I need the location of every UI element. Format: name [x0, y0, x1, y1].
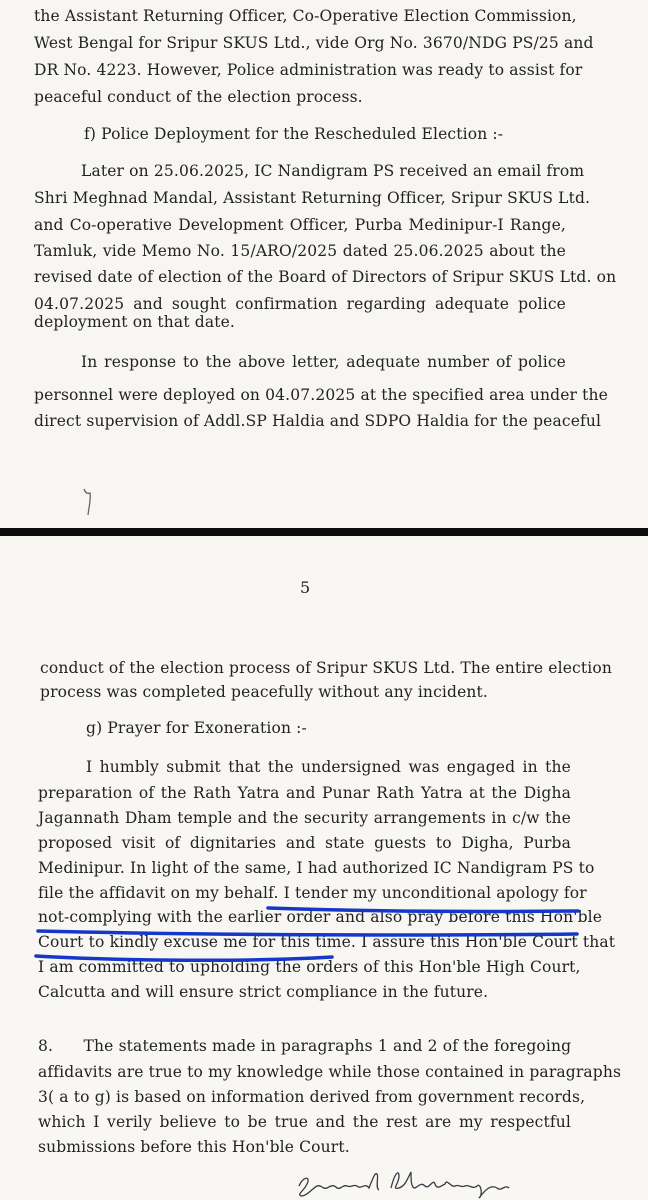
text-line: process was completed peacefully without any incident. [40, 683, 488, 701]
text-line: submissions before this Hon'ble Court. [38, 1138, 350, 1156]
text-line: deployment on that date. [34, 313, 236, 331]
text-line: Jagannath Dham temple and the security arrangements in c/w the [38, 809, 571, 827]
text-line: the Assistant Returning Officer, Co-Operative Election Commission, [34, 7, 577, 25]
text-line: 04.07.2025 and sought confirmation regarding adequate police [34, 295, 566, 313]
text-line: 8. The statements made in paragraphs 1 and 2 of the foregoing [38, 1037, 572, 1055]
document-page-top [0, 0, 648, 528]
page-number: 5 [300, 578, 311, 597]
text-line: affidavits are true to my knowledge while those contained in paragraphs [38, 1063, 622, 1081]
text-line: preparation of the Rath Yatra and Punar Rath Yatra at the Digha [38, 784, 571, 802]
text-line: personnel were deployed on 04.07.2025 at the specified area under the [34, 386, 608, 404]
text-line: Shri Meghnad Mandal, Assistant Returning Officer, Sripur SKUS Ltd. [34, 189, 591, 207]
text-line: and Co-operative Development Officer, Purba Medinipur-I Range, [34, 216, 566, 234]
section-heading-g: g) Prayer for Exoneration :- [86, 719, 307, 737]
text-line: In response to the above letter, adequate number of police [81, 353, 566, 371]
text-line: Tamluk, vide Memo No. 15/ARO/2025 dated 25.06.2025 about the [34, 242, 566, 260]
text-line: proposed visit of dignitaries and state guests to Digha, Purba [38, 834, 571, 852]
text-line: I am committed to upholding the orders of this Hon'ble High Court, [38, 958, 581, 976]
text-line: Calcutta and will ensure strict compliance in the future. [38, 983, 489, 1001]
section-heading-f: f) Police Deployment for the Rescheduled Election :- [84, 125, 504, 143]
text-line: Medinipur. In light of the same, I had authorized IC Nandigram PS to [38, 859, 595, 877]
signature [295, 1166, 520, 1200]
text-line: Court to kindly excuse me for this time. I assure this Hon'ble Court that [38, 933, 616, 951]
text-line: direct supervision of Addl.SP Haldia and SDPO Haldia for the peaceful [34, 412, 602, 430]
text-line: 3( a to g) is based on information derived from government records, [38, 1088, 586, 1106]
text-line: Later on 25.06.2025, IC Nandigram PS received an email from [81, 162, 585, 180]
pencil-mark [78, 485, 98, 517]
text-line: revised date of election of the Board of Directors of Sripur SKUS Ltd. on [34, 268, 617, 286]
text-line: DR No. 4223. However, Police administration was ready to assist for [34, 61, 583, 79]
text-line: file the affidavit on my behalf. I tender my unconditional apology for [38, 884, 587, 902]
text-line: which I verily believe to be true and the rest are my respectful [38, 1113, 571, 1131]
text-line: not-complying with the earlier order and also pray before this Hon'ble [38, 908, 603, 926]
text-line: peaceful conduct of the election process. [34, 88, 363, 106]
text-line: West Bengal for Sripur SKUS Ltd., vide Org No. 3670/NDG PS/25 and [34, 34, 594, 52]
text-line: I humbly submit that the undersigned was engaged in the [86, 758, 571, 776]
text-line: conduct of the election process of Sripur SKUS Ltd. The entire election [40, 659, 612, 677]
page-divider [0, 528, 648, 536]
document-page-bottom [0, 536, 648, 1200]
